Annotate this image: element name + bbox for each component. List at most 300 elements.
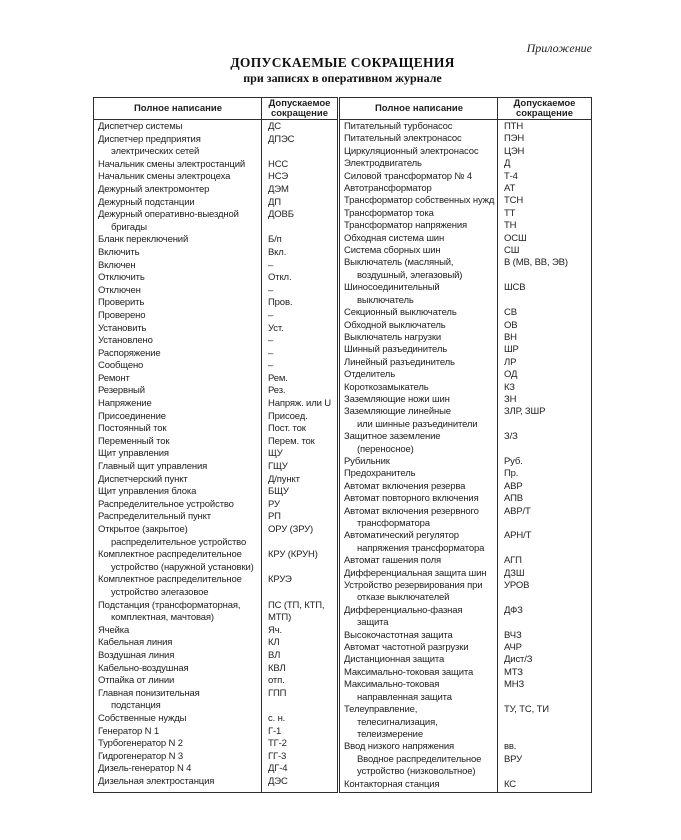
- full-name-cell: [340, 208, 498, 220]
- table-row: [340, 406, 591, 431]
- full-name-line: трансформатора: [357, 518, 430, 529]
- abbreviation-cell: ДЭС: [268, 775, 288, 787]
- full-name-line: Короткозамыкатель: [344, 381, 429, 393]
- abbreviation-cell: АВР/Т: [504, 505, 531, 517]
- table-row: [340, 171, 591, 183]
- full-name-line: Установлено: [98, 335, 153, 347]
- full-name-line: телесигнализация,: [357, 716, 438, 728]
- table-header: [94, 98, 337, 120]
- full-name-cell: [340, 369, 498, 381]
- abbreviation-cell: Б/п: [268, 234, 282, 246]
- table-row: [94, 474, 337, 487]
- full-name-line: Вводное распределительное: [357, 753, 482, 765]
- full-name-line: Заземляющие ножи шин: [344, 393, 450, 405]
- full-name-cell: [94, 297, 262, 310]
- full-name-cell: [340, 357, 498, 369]
- table-row: [94, 675, 337, 688]
- full-name-line: Дизельная электростанция: [98, 775, 215, 787]
- full-name-cell: [340, 146, 498, 158]
- table-row: [340, 369, 591, 381]
- table-row: [94, 637, 337, 650]
- table-row: [340, 642, 591, 654]
- full-name-line: Распределительное устройство: [98, 498, 234, 510]
- full-name-cell: [94, 726, 262, 739]
- abbreviations-table-right: [339, 97, 592, 793]
- abbreviation-cell: АРН/Т: [504, 530, 532, 542]
- table-row: [340, 220, 591, 232]
- full-name-cell: [340, 344, 498, 356]
- abbreviation-cell: ВРУ: [504, 753, 523, 765]
- full-name-line: Щит управления блока: [98, 486, 197, 498]
- full-name-line: (переносное): [357, 443, 414, 455]
- table-row: [340, 332, 591, 344]
- abbreviation-cell: Рез.: [268, 385, 286, 397]
- table-row: [94, 663, 337, 676]
- table-row: [94, 751, 337, 764]
- full-name-line: Циркуляционный электронасос: [344, 145, 479, 157]
- table-row: [340, 679, 591, 704]
- full-name-line: Дежурный подстанции: [98, 196, 195, 208]
- abbreviation-cell: ОРУ (ЗРУ): [268, 524, 314, 535]
- column-header-full-name: [340, 98, 498, 119]
- full-name-line: Дифференциальная защита шин: [344, 567, 487, 579]
- abbreviation-cell: ШР: [504, 344, 519, 356]
- table-row: [340, 394, 591, 406]
- full-name-line: Щит управления: [98, 448, 169, 460]
- full-name-line: Гидрогенератор N 3: [98, 750, 183, 762]
- full-name-line: Система сборных шин: [344, 245, 441, 257]
- table-row: [94, 260, 337, 273]
- full-name-cell: [94, 688, 262, 713]
- left-table-body: [94, 120, 337, 788]
- full-name-line: Постоянный ток: [98, 423, 167, 435]
- table-row: [340, 208, 591, 220]
- abbreviation-cell: КРУ (КРУН): [268, 549, 318, 561]
- full-name-line: Собственные нужды: [98, 712, 187, 724]
- table-row: [340, 555, 591, 567]
- full-name-cell: [94, 272, 262, 285]
- full-name-cell: [94, 713, 262, 726]
- full-name-line: Присоединение: [98, 410, 166, 422]
- full-name-cell: [94, 398, 262, 411]
- full-name-line: устройство элегазовое: [111, 586, 209, 598]
- full-name-line: Открытое (закрытое): [98, 524, 188, 535]
- full-name-line: защита: [357, 617, 389, 629]
- abbreviation-cell: Пр.: [504, 468, 519, 480]
- full-name-cell: [340, 195, 498, 207]
- abbreviation-cell: –: [268, 360, 274, 372]
- full-name-line: Устройство резервирования при: [344, 580, 483, 592]
- table-row: [340, 468, 591, 480]
- full-name-cell: [94, 650, 262, 663]
- full-name-cell: [340, 654, 498, 666]
- table-row: [340, 146, 591, 158]
- abbreviation-cell: В (МВ, ВВ, ЭВ): [504, 257, 568, 269]
- full-name-cell: [340, 394, 498, 406]
- table-row: [340, 741, 591, 753]
- table-row: [94, 398, 337, 411]
- full-name-cell: [94, 234, 262, 247]
- table-row: [340, 506, 591, 531]
- full-name-line: Ремонт: [98, 372, 130, 384]
- full-name-line: Линейный разъединитель: [344, 356, 455, 368]
- abbreviation-cell: ДЗШ: [504, 567, 525, 579]
- full-name-line: Трансформатор напряжения: [344, 220, 468, 232]
- table-row: [94, 234, 337, 247]
- full-name-cell: [340, 754, 498, 779]
- table-row: [94, 650, 337, 663]
- full-name-cell: [94, 436, 262, 449]
- table-row: [94, 511, 337, 524]
- table-row: [340, 121, 591, 133]
- full-name-cell: [94, 448, 262, 461]
- full-name-line: Подстанция (трансформаторная,: [98, 599, 241, 611]
- full-name-line: Сообщено: [98, 360, 144, 372]
- table-row: [94, 159, 337, 172]
- full-name-cell: [94, 776, 262, 789]
- column-divider: [497, 98, 498, 792]
- full-name-line: направленная защита: [357, 691, 452, 703]
- table-row: [94, 323, 337, 336]
- full-name-line: Максимально-токовая защита: [344, 666, 474, 678]
- table-row: [340, 233, 591, 245]
- abbreviation-cell: АВР: [504, 480, 523, 492]
- abbreviation-cell: ОВ: [504, 319, 518, 331]
- abbreviation-cell: –: [268, 347, 274, 359]
- full-name-cell: [340, 506, 498, 531]
- full-name-line: Заземляющие линейные: [344, 406, 451, 418]
- full-name-cell: [94, 310, 262, 323]
- abbreviation-cell: РУ: [268, 498, 280, 510]
- column-divider: [261, 98, 262, 792]
- table-row: [94, 335, 337, 348]
- full-name-line: Выключатель нагрузки: [344, 331, 441, 343]
- full-name-line: Переменный ток: [98, 435, 170, 447]
- abbreviation-cell: –: [268, 259, 274, 271]
- table-row: [94, 726, 337, 739]
- abbreviation-cell: АТ: [504, 183, 516, 195]
- column-header-label: Допускаемое сокращение: [513, 97, 576, 119]
- table-row: [340, 456, 591, 468]
- full-name-cell: [340, 481, 498, 493]
- abbreviation-cell: СШ: [504, 245, 520, 257]
- abbreviation-cell: МНЗ: [504, 679, 525, 691]
- full-name-line: Ячейка: [98, 624, 130, 636]
- full-name-line: отказе выключателей: [357, 592, 450, 604]
- table-row: [340, 493, 591, 505]
- full-name-line: Питательный турбонасос: [344, 121, 453, 132]
- abbreviation-cell: КС: [504, 778, 516, 790]
- table-row: [340, 183, 591, 195]
- table-row: [94, 272, 337, 285]
- abbreviation-cell: ТТ: [504, 207, 516, 219]
- full-name-cell: [94, 524, 262, 549]
- full-name-cell: [340, 220, 498, 232]
- full-name-cell: [94, 285, 262, 298]
- full-name-line: Силовой трансформатор № 4: [344, 170, 472, 182]
- full-name-line: Питательный электронасос: [344, 133, 462, 145]
- full-name-cell: [94, 486, 262, 499]
- page-annotation: Приложение: [526, 41, 592, 55]
- abbreviation-cell: ВЧЗ: [504, 629, 522, 641]
- full-name-line: Отключить: [98, 272, 145, 284]
- full-name-cell: [340, 257, 498, 282]
- table-row: [94, 171, 337, 184]
- abbreviation-cell: Присоед.: [268, 410, 308, 422]
- full-name-line: Автомат включения резерва: [344, 480, 466, 492]
- full-name-line: комплектная, мачтовая): [111, 612, 214, 624]
- abbreviation-cell: Откл.: [268, 272, 292, 284]
- full-name-line: Установить: [98, 322, 147, 334]
- abbreviation-cell: ТСН: [504, 195, 524, 207]
- full-name-line: телеизмерение: [357, 728, 423, 740]
- full-name-cell: [340, 741, 498, 753]
- full-name-line: Комплектное распределительное: [98, 574, 242, 586]
- full-name-cell: [94, 360, 262, 373]
- abbreviation-cell: ДОВБ: [268, 209, 294, 221]
- table-header: [340, 98, 591, 120]
- full-name-cell: [94, 637, 262, 650]
- table-row: [340, 654, 591, 666]
- column-header-label: Полное написание: [133, 102, 223, 114]
- table-row: [340, 754, 591, 779]
- table-row: [94, 713, 337, 726]
- table-row: [340, 431, 591, 456]
- full-name-cell: [340, 605, 498, 630]
- abbreviation-cell: КВЛ: [268, 662, 286, 674]
- full-name-cell: [94, 121, 262, 134]
- abbreviations-table-left: [93, 97, 338, 793]
- full-name-line: Диспетчер предприятия: [98, 133, 201, 145]
- table-row: [94, 600, 337, 625]
- table-row: [94, 625, 337, 638]
- full-name-line: Шиносоединительный: [344, 282, 440, 294]
- abbreviation-cell: Д: [504, 158, 511, 170]
- table-row: [94, 411, 337, 424]
- table-row: [94, 423, 337, 436]
- full-name-line: бригады: [111, 221, 147, 233]
- full-name-cell: [340, 530, 498, 555]
- abbreviation-cell: Вкл.: [268, 246, 287, 258]
- table-row: [94, 184, 337, 197]
- full-name-line: Дифференциально-фазная: [344, 604, 463, 616]
- full-name-line: Защитное заземление: [344, 431, 441, 443]
- full-name-line: Дизель-генератор N 4: [98, 763, 192, 775]
- abbreviation-cell: ПЭН: [504, 133, 525, 145]
- full-name-line: напряжения трансформатора: [357, 542, 485, 554]
- full-name-line: Трансформатор собственных нужд: [344, 195, 495, 207]
- abbreviation-cell: ЗН: [504, 393, 517, 405]
- table-row: [340, 667, 591, 679]
- full-name-cell: [94, 335, 262, 348]
- abbreviation-cell: ТУ, ТС, ТИ: [504, 704, 549, 716]
- table-row: [94, 310, 337, 323]
- full-name-line: Отпайка от линии: [98, 675, 175, 687]
- full-name-cell: [340, 704, 498, 741]
- full-name-cell: [340, 133, 498, 145]
- table-row: [94, 436, 337, 449]
- table-row: [340, 195, 591, 207]
- table-row: [94, 448, 337, 461]
- table-row: [340, 245, 591, 257]
- full-name-line: Секционный выключатель: [344, 307, 457, 319]
- abbreviation-cell: ПТН: [504, 121, 524, 132]
- abbreviation-cell: Уст.: [268, 322, 284, 334]
- table-row: [94, 776, 337, 789]
- full-name-line: Резервный: [98, 385, 145, 397]
- full-name-line: или шинные разъединители: [357, 418, 478, 430]
- full-name-cell: [340, 456, 498, 468]
- abbreviation-cell: ВН: [504, 331, 517, 343]
- full-name-line: Максимально-токовая: [344, 679, 440, 691]
- table-row: [94, 461, 337, 474]
- table-row: [340, 257, 591, 282]
- full-name-line: Проверено: [98, 309, 146, 321]
- abbreviation-cell: СВ: [504, 307, 517, 319]
- full-name-cell: [94, 738, 262, 751]
- table-row: [94, 524, 337, 549]
- full-name-cell: [94, 247, 262, 260]
- abbreviation-cell: КЛ: [268, 637, 280, 649]
- full-name-line: Автомат гашения поля: [344, 555, 441, 567]
- abbreviation-cell: АПВ: [504, 493, 523, 505]
- abbreviation-cell: ЗЛР, ЗШР: [504, 406, 546, 418]
- abbreviation-cell: РП: [268, 511, 281, 523]
- full-name-line: Дежурный оперативно-выездной: [98, 209, 239, 221]
- full-name-cell: [340, 320, 498, 332]
- full-name-cell: [94, 323, 262, 336]
- abbreviation-cell: –: [268, 284, 274, 296]
- page-title: ДОПУСКАЕМЫЕ СОКРАЩЕНИЯ: [230, 55, 455, 70]
- full-name-cell: [340, 679, 498, 704]
- table-row: [94, 688, 337, 713]
- full-name-line: Автоматический регулятор: [344, 530, 459, 542]
- abbreviation-cell: вв.: [504, 741, 517, 753]
- abbreviation-cell: КРУЭ: [268, 574, 292, 586]
- full-name-line: электрических сетей: [111, 146, 200, 158]
- full-name-cell: [94, 197, 262, 210]
- table-row: [340, 481, 591, 493]
- abbreviation-cell: ДГ-4: [268, 763, 288, 775]
- full-name-cell: [340, 332, 498, 344]
- abbreviation-cell: ПС (ТП, КТП, МТП): [268, 599, 325, 624]
- table-row: [340, 779, 591, 791]
- abbreviation-cell: ДЭМ: [268, 183, 289, 195]
- abbreviation-cell: ГЩУ: [268, 461, 288, 473]
- table-row: [94, 486, 337, 499]
- abbreviation-cell: Г-1: [268, 725, 282, 737]
- full-name-cell: [340, 307, 498, 319]
- full-name-cell: [94, 675, 262, 688]
- full-name-cell: [94, 373, 262, 386]
- full-name-cell: [94, 184, 262, 197]
- abbreviation-cell: ОСШ: [504, 232, 527, 244]
- abbreviation-cell: Т-4: [504, 170, 518, 182]
- full-name-line: Проверить: [98, 297, 145, 309]
- full-name-cell: [340, 282, 498, 307]
- full-name-line: Кабельная линия: [98, 637, 173, 649]
- full-name-cell: [94, 511, 262, 524]
- table-row: [94, 373, 337, 386]
- abbreviation-cell: Рем.: [268, 372, 288, 384]
- column-header-full-name: [94, 98, 262, 119]
- abbreviation-cell: ЩУ: [268, 448, 283, 460]
- table-row: [340, 530, 591, 555]
- full-name-cell: [94, 461, 262, 474]
- table-row: [94, 197, 337, 210]
- full-name-line: Телеуправление,: [344, 704, 418, 716]
- abbreviation-cell: отп.: [268, 675, 285, 687]
- abbreviation-cell: ДПЭС: [268, 133, 295, 145]
- abbreviation-cell: НСС: [268, 158, 289, 170]
- table-row: [340, 320, 591, 332]
- full-name-cell: [340, 121, 498, 133]
- full-name-cell: [340, 555, 498, 567]
- full-name-cell: [94, 159, 262, 172]
- full-name-cell: [340, 158, 498, 170]
- full-name-line: Начальник смены электростанций: [98, 158, 246, 170]
- full-name-cell: [340, 382, 498, 394]
- table-row: [94, 738, 337, 751]
- abbreviation-cell: Дист/З: [504, 654, 533, 666]
- full-name-line: Обходная система шин: [344, 232, 445, 244]
- full-name-line: Контакторная станция: [344, 778, 440, 790]
- table-row: [340, 357, 591, 369]
- full-name-cell: [94, 625, 262, 638]
- full-name-line: Распределительный пункт: [98, 511, 211, 523]
- full-name-line: Напряжение: [98, 398, 152, 410]
- full-name-cell: [340, 568, 498, 580]
- full-name-cell: [94, 574, 262, 599]
- abbreviation-cell: Перем. ток: [268, 435, 315, 447]
- abbreviation-cell: ГПП: [268, 687, 287, 699]
- full-name-cell: [340, 468, 498, 480]
- abbreviation-cell: ТГ-2: [268, 738, 287, 750]
- full-name-line: воздушный, элегазовый): [357, 269, 463, 281]
- abbreviation-cell: с. н.: [268, 712, 286, 724]
- table-row: [94, 134, 337, 159]
- abbreviation-cell: ДП: [268, 196, 281, 208]
- full-name-cell: [94, 499, 262, 512]
- table-row: [94, 121, 337, 134]
- table-row: [340, 704, 591, 741]
- full-name-cell: [94, 348, 262, 361]
- abbreviation-cell: ДС: [268, 121, 281, 132]
- table-row: [94, 385, 337, 398]
- abbreviation-cell: Пост. ток: [268, 423, 306, 435]
- full-name-line: Автомат повторного включения: [344, 493, 479, 505]
- abbreviation-cell: ГГ-3: [268, 750, 287, 762]
- full-name-cell: [94, 663, 262, 676]
- table-row: [94, 285, 337, 298]
- full-name-line: Отделитель: [344, 369, 395, 381]
- table-row: [340, 382, 591, 394]
- full-name-line: Диспетчерский пункт: [98, 473, 188, 485]
- table-row: [340, 344, 591, 356]
- full-name-line: Высокочастотная защита: [344, 629, 453, 641]
- full-name-line: устройство (низковольтное): [357, 766, 476, 778]
- full-name-line: Предохранитель: [344, 468, 416, 480]
- abbreviation-cell: З/З: [504, 431, 518, 443]
- full-name-cell: [340, 245, 498, 257]
- full-name-cell: [340, 630, 498, 642]
- column-header-abbreviation: [498, 98, 591, 119]
- abbreviation-cell: Д/пункт: [268, 473, 300, 485]
- abbreviation-cell: ЦЭН: [504, 145, 525, 157]
- full-name-cell: [340, 580, 498, 605]
- table-row: [94, 574, 337, 599]
- full-name-cell: [340, 493, 498, 505]
